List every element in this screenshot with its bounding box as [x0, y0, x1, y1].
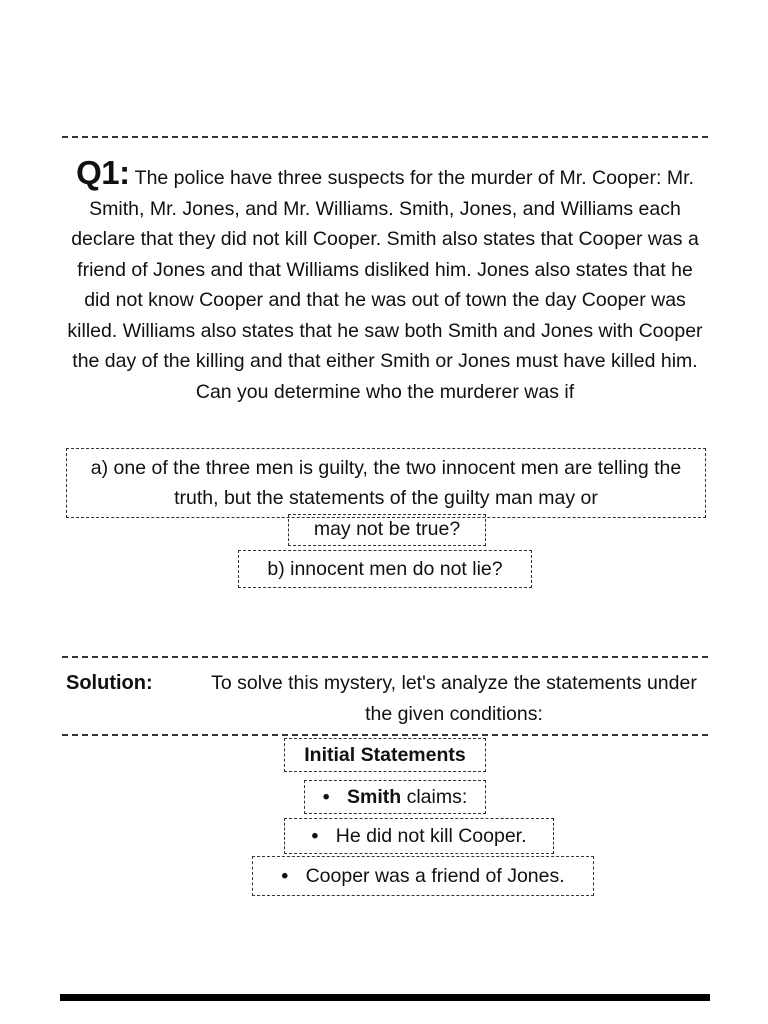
middle-divider — [62, 656, 708, 658]
solution-label: Solution: — [66, 672, 153, 694]
bottom-rule — [60, 994, 710, 1001]
option-a-box — [66, 448, 706, 518]
initial-statements-title: Initial Statements — [304, 744, 466, 766]
claim-2-box — [252, 856, 594, 896]
smith-claims-word: claims: — [406, 786, 468, 808]
option-a-text: a) one of the three men is guilty, the two innocent men are telling the truth, but the statements of the guilty man may or — [90, 457, 682, 509]
smith-name: Smith — [346, 786, 402, 808]
bullet-icon: • — [322, 786, 330, 808]
solution-divider — [62, 734, 708, 736]
question-text: The police have three suspects for the murder of Mr. Cooper: Mr. Smith, Mr. Jones, and Mr. Williams. Smith, Jones, and Williams each declare that they did not kill Cooper. Smith also states that Cooper was a friend of Jones and that Williams disliked him. Jones also states that he did not know Cooper and that he was out of town the day Cooper was killed. Williams also states that he saw both Smith and Jones with Cooper the day of the killing and that either Smith or Jones must have killed him. Can you determine who the murderer was if — [67, 167, 703, 403]
option-b-box — [238, 550, 532, 588]
bullet-icon: • — [311, 825, 319, 847]
solution-intro: To solve this mystery, let's analyze the statements under the given conditions: — [211, 672, 697, 725]
claim-1-box — [284, 818, 554, 854]
question-block — [62, 154, 708, 407]
smith-claims-box — [304, 780, 486, 814]
option-a-continuation-box — [288, 514, 486, 546]
initial-statements-box — [284, 738, 486, 772]
option-b-text: b) innocent men do not lie? — [267, 558, 503, 580]
bullet-icon: • — [281, 865, 289, 887]
top-divider — [62, 136, 708, 138]
question-label: Q1: — [76, 154, 130, 191]
claim-1-text: He did not kill Cooper. — [335, 825, 527, 847]
claim-2-text: Cooper was a friend of Jones. — [305, 865, 565, 887]
option-a-continuation-text: may not be true? — [313, 518, 461, 540]
